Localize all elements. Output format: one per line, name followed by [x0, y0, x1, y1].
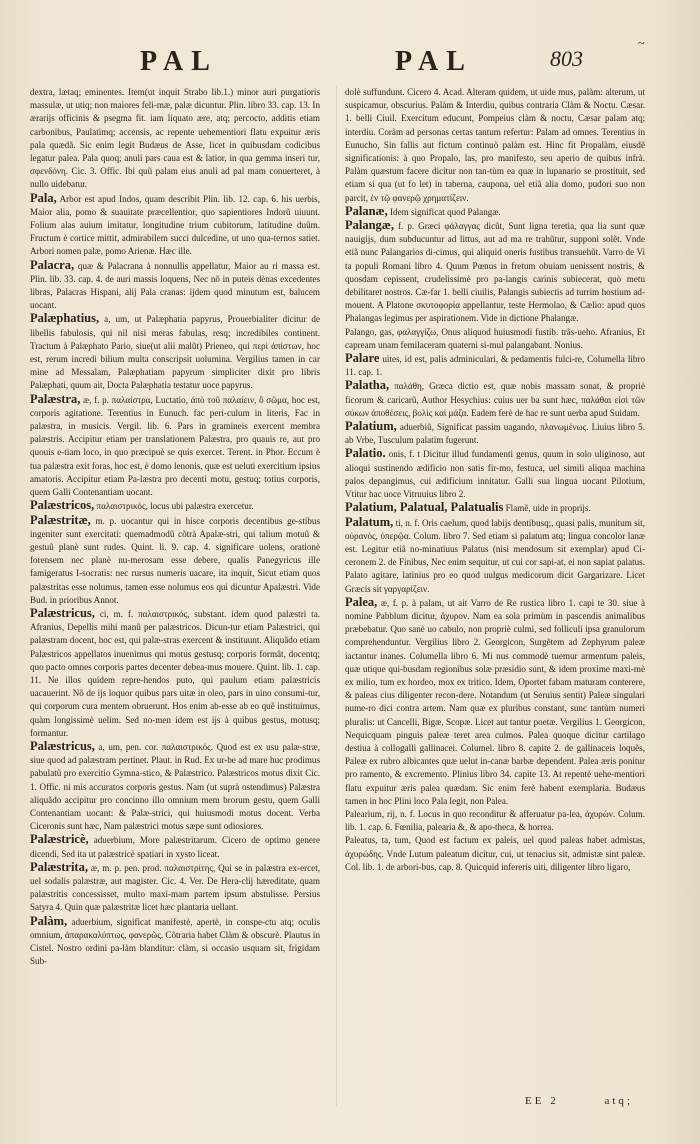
entry-text: ci, m. f. παλαιστρικός, substant. idem quod palæstri ta. Afranius, Depellis mihi manũ per palæstricos. Dicun-tur etiam Palæstrici, qui palæstram docent, hoc est, qui palæ-stras exercent & instituunt. Aliquãdo etiam Palæstricos appellatos inuenimus qui motus gestusq; corporis formât, docentq; quo pacto omnes corporis partes decenter debea-mus mouere. Quint. lib. 1. cap. 11. Ne illos quidem repre-hendos puto, qui paulum etiam palæstricis uacauerint. Nõ de ijs loquor quibus pars uitæ in oleo, pars in uino consumi-tur, qui corporum cura mentem obruerunt. Hos enim ab-esse ab eo quẽ instituimus, quàm longissimè uelim. Sed no-men idem est ijs à quibus gestus, motusq; formantur. — [30, 608, 321, 738]
dictionary-entry — [30, 86, 320, 192]
signature-text: EE 2 — [525, 1095, 559, 1107]
entry-headword: Palea, — [345, 594, 378, 609]
entry-headword: Palatha, — [345, 378, 390, 393]
left-column — [30, 86, 320, 968]
entry-text: Flamẽ, uide in proprijs. — [505, 503, 591, 514]
entry-text: παλαιστρικός, locus ubi palæstra exercetur. — [96, 501, 254, 512]
entry-text: aduerbiũ, Significat passim uagando, πλανωμένως. Liuius libro 5. ab Vrbe, Tusculum palatim fugerunt. — [345, 422, 645, 446]
dictionary-entry — [30, 499, 320, 513]
entry-text: æ, f. p. παλαίστρα, Luctatio, ἀπὸ τοῦ παλαίειν, ὃ σῶμα, hoc est, corporis agitatione. Terentius in Eunuch. fac peri-culum in literis, Fac in palæstra, in musicis. Vergil. lib. 6. Pars in gramineis exercent membra palæstris. Accipitur etiam per translationem Palæstra, pro quauis re, aut pro quouis e-tiam loco, in quo præcipuè se quis exercet. Terent. in Phor. Eccum è tua palæstra exit foras, hoc est, è domo lenonis, quæ est ueluti exercitium ipsius amatoris. Accipitur etiam Pa-læstra pro decenti motu, gestuq; totius corporis, quem Galli Contenantiam uocant. — [30, 394, 320, 498]
entry-text: æ, m. p. pen. prod. παλαιστρίτης, Qui se in palæstra ex-ercet, uel sodalis palæstræ, aut magister. Cic. 4. Ver. De Hera-clij hæreditate, quam palæstritis concessisset, multo maxi-mam partem ipsum abstulisse. Persius Satyra 4. Quin quæ palæstritæ licet hæc plantaria uellant. — [30, 862, 321, 913]
entry-headword: Palæstricè, — [30, 832, 89, 847]
dictionary-entry — [345, 501, 645, 515]
dictionary-entry — [30, 312, 320, 392]
header-right-word: PAL — [395, 46, 473, 77]
right-column — [345, 86, 645, 874]
entry-headword: Palàm, — [30, 913, 68, 928]
signature-mark — [525, 1095, 633, 1107]
entry-headword: Palæstricos, — [30, 498, 95, 513]
entry-text: Idem significat quod Palangæ. — [390, 206, 501, 217]
entry-headword: Palanæ, — [345, 203, 388, 218]
entry-text: Palearium, rij, n. f. Locus in quo reconditur & afferuatur pa-lea, ἀχυρών. Colum. lib. 1. cap. 6. Fœnilia, palearia &, & apo-theca, & horrea. — [345, 808, 645, 833]
entry-text: Palango, gas, φαλαγγίζω, Onus aliquod huiusmodi fustib. trãs-ueho. Afranius, Et capream unam femilaceram quaterni si-mul palangabant. Nonius. — [345, 326, 645, 350]
entry-headword: Palæstritæ, — [30, 512, 91, 527]
entry-headword: Palangæ, — [345, 218, 394, 233]
entry-headword: Palæstrita, — [30, 859, 88, 874]
header-left-word: PAL — [140, 46, 218, 77]
dictionary-entry — [345, 205, 645, 219]
entry-text: παλάθη, Græca dictio est, quæ nobis massam sonat, & propriè ficorum & caricarũ, Author Hesychius: cuius uer ba sunt hæc, παλάθαι εἰσὶ τῶν σύκων ἀποθέσεις, βολὶς καὶ μάζα. Eadem ferè de hac re sunt uerba apud Suidam. — [345, 381, 645, 418]
entry-headword: Palæstricus, — [30, 605, 95, 620]
dictionary-entry — [345, 352, 645, 379]
dictionary-entry — [345, 219, 645, 326]
dictionary-entry — [345, 596, 645, 808]
dictionary-entry — [30, 833, 320, 860]
dictionary-entry — [30, 514, 320, 607]
dictionary-entry — [30, 915, 320, 969]
dictionary-entry — [345, 326, 645, 352]
dictionary-entry — [345, 834, 645, 874]
entry-headword: Palare — [345, 351, 380, 366]
entry-headword: Palacra, — [30, 257, 75, 272]
entry-text: Arbor est apud Indos, quam describit Plin. lib. 12. cap. 6. his uerbis, Maior alia, pomo & suauitate præcellentior, quo sapientiores Indorũ uiuunt. Folium alas auium imitatur, longitudine trium cubitorum, latitudine duũm. Fructum è cortice mittit, admirabilem succi dulcedine, ut uno qua-ternos satiet. Arbori nomen palæ, pomo Arienæ. Hæc ille. — [30, 193, 320, 257]
dictionary-entry — [345, 447, 645, 501]
entry-headword: Palæstra, — [30, 391, 81, 406]
entry-text: a, um, ut Palæphatia papyrus, Prouerbialiter dicitur de libellis fabulosis, qui nil nisi meras fabulas, resq; incredibiles continent. Tractum à Palæphato Pario, siue(ut alii malũt) Prieneo, qui περὶ ἀπίστων, hoc est, rerum incredi bilium multa conscripsit uolumina. Vergilius tamen in car mine ad Messalam, Palæphatiam papyrum simpliciter dixit pro libris Palæphati, quum ait, Docta Palæphatia testatur uoce papyrus. — [30, 314, 320, 391]
catchword: atq; — [604, 1095, 633, 1107]
dictionary-entry — [30, 740, 320, 833]
entry-text: uites, id est, palis adminiculari, & pedamentis fulci-re, Columella libro 11. cap. 1. — [345, 354, 646, 378]
entry-text: m. p. uocantur qui in hisce corporis decentibus ge-stibus ingeniter sunt exercitati: quemadmodũ cõtrà Apalæ-stri, qui talium motuũ & gestuũ planè sunt rudes. Quint. li. 9. cap. 4. significare uolens, orationè forensem nec planè nu-merosam esse debere, qualis Panegyricus ille famigeratus I-socratis: nec rursus numeris uacare, ita inquit, Sicut etiam quos palæstritas esse nolumus, tamen esse nolumus eos qui dicuntur Apalæstri. Vide Bud. in prioribus Annot. — [30, 515, 320, 605]
entry-headword: Palatium, Palatual, Palatualis — [345, 500, 504, 515]
dictionary-entry — [345, 516, 645, 596]
entry-text: ti, n. f. Oris caelum, quod labijs dentibusq;, quasi palis, munitum sit, οὐρανὸς, ὑπερῷα. Colum. libro 7. Sed etiam si palatum atq; lingua concolor lanæ est. Legitur etiã no-minatiuus Palatus (nisi mendosum sit exemplar) apud Ci-ceronem 2. de Finibus, Nec enim sequitur, ut cui cor sapi-at, ei non sapiat palatus. Palato agitare, latinius pro eo quod uulgus medicorum dicit Gargarizare. Licet Græcis sit γαργαρίζειν. — [345, 517, 645, 594]
dictionary-entry — [345, 808, 645, 834]
entry-text: aduerbium, More palæstritarum. Cicero de optimo genere dicendi, Sed ita ut palæstricè spatiari in xysto liceat. — [30, 835, 320, 859]
running-header — [0, 30, 700, 90]
entry-headword: Pala, — [30, 190, 57, 205]
column-gutter — [336, 86, 337, 1106]
entry-headword: Palæphatius, — [30, 311, 100, 326]
entry-text: aduerbium, significat manifestè, apertè, in conspe-ctu atq; oculis omnium, ἀπαρακαλύπτως, φανερῶς. Cõtraria habet Clàm & obscurè. Plautus in Cistel. Nostro ordini pa-làm blanditur: clàm, si occasio usquam sit, frigidam Sub- — [30, 916, 321, 967]
dictionary-entry — [345, 86, 645, 205]
dictionary-entry — [345, 420, 645, 447]
entry-text: a, um, pen. cor. παλαιστρικός. Quod est ex usu palæ-stræ, siue quod ad palæstram pertinet. Plaut. in Rud. Ex ur-be ad mare huc prodimus pabulatũ pro exercitio Gymna-stico, & Palæstrico. Palæstricos motus dixit Cic. 1. Offic. ni mis accuratos corporis gestus. Nam (ut suprà ostendimus) Palæstra aliquãdo accipitur pro concinno illo omnium mem brorum gestu, quem Galli Contenantiam uocant: & Palæ-strici, qui huiusmodi motus docent. Verba Ciceronis sunt hæc, Nam palæstrici motus sæpe sunt odiosiores. — [30, 741, 320, 832]
dictionary-entry — [30, 259, 320, 313]
entry-headword: Palatium, — [345, 419, 397, 434]
entry-text: æ, f. p. à palam, ut ait Varro de Re rustica libro 1. capi te 30. siue à nomine Pabblum dicitur, ἄχυρον. Nam ea sola primùm in pascendis animalibus præbebatur. Quo sanè uo cabulo, non propriè culmi, sed folliculi ipsa granulorum comprehenduntur. Vergilius libro 2. Georgicon, Surgẽtem ad Zephyrum paleæ iactantur inanes. Columella libro 6. Mi nus commodè tuemur armentum paleis, quæ utique qui-busdam regionibus solæ præsidio sunt, & idem proxime maxi-mè ex milio, tum ex hordeo, mox ex tritico. Idem, Oportet fabam maturam conterere, & paleas cius diligenter recon-dere. Notandum (ut Seruius sentit) Paleæ singulari nume-ro dici contra artem. Nam quæ ex pluribus constant, sunc tantùm numeri pluralis: ut Cancelli, Bigæ, Scopæ. Licet aut tantur poetæ. Vergilius 1. Georgicon, Nequicquam pinguis paleæ teret area culmos. Palea quoque dicitur cartilago destiua à collogalli gallinacei. Columel. libro 8. capite 2. de gallinaceis loquẽs, Paleæ ex rubro albicantes quæ uelut in-canæ barbæ dependent. Palea æris ponitur pro ramento, & excremento. Plinius libro 34. capite 13. At repentè uehe-mentiori flatu expuitur æris palea quædam. Sic enim ferè habent exemplaria. Budæus tamen in hoc Plini loco Pala legit, non Palea. — [345, 597, 645, 806]
entry-text: dextra, lætaq; eminentes. Item(ut inquit Strabo lib.1.) minor auri purgatioris massulæ, ut utiq; non maiores feli-mæ, palæ dicuntur. Plin. libro 33. cap. 13. In ærarijs officinis & psegma fit. iam liquato ære, atq; percocto, additis etiam carbonibus, Paulatimq; accensis, ac repente uehementiori flatu expuitur æris pala quædã. Sic enim legit Budæus de Asse, licet in quibusdam codicibus legatur palea. Pala quoq; anuli pars caua est & latior, in qua gemma inseri tur, σφενδόνη. Cic. 3. Offic. Ibi quũ palam eius anuli ad pal mam conuerteret, à nullo uidebatur. — [30, 87, 320, 190]
entry-text: onis, f. t Dicitur illud fundamenti genus, quum in solo uliginoso, aut alioqui sustinendo ædificio non satis fir-mo, festuca, uel simili aliqua machina palos depangimus, cui ædificium innitatur. Galli sua lingua uocant Pilotium, Vtitur hac uoce Vitruuius libro 2. — [345, 449, 645, 500]
corner-mark: ~ — [638, 36, 645, 50]
dictionary-entry — [345, 379, 645, 420]
page-number: 803 — [550, 46, 583, 71]
dictionary-entry — [30, 192, 320, 259]
entry-headword: Palatum, — [345, 514, 394, 529]
entry-text: quæ & Palacrana à nonnullis appellatur, Maior au ri massa est. Plin. lib. 33. cap. 4. de auri massis loquens, Nec nõ in puteis dènas excedentes libras, Palacras Hispani, alij Pala cranas: ijdem quod minutum est, balucem uocant. — [30, 260, 320, 311]
dictionary-entry — [30, 607, 320, 740]
entry-text: dolè suffundunt. Cicero 4. Acad. Alteram quidem, ut uide mus, palàm: alterum, ut suspicamur, obscurius. Palàm & Interdiu, quibus contraria Clàm & Noctu. Cæsar. 1. belli Ciuil. Exercitum educunt, Pompeius clàm & noctu, Cæsar palam atq; interdiu. Coràm ad personas certas tantum refertur: Palam ad omnes. Terentius in Eunucho, Sin fallis aut fictum continuò palàm est. Hinc fit Propalàm, eiusdẽ significationis: à quo Propalo, las, pro manifesto, seu aperio de quibus infrà. Palàm quæstum facere dicitur non tan-tùm ea quæ in lupanario se prostituit, sed etiam si qua (ut fo let) in taberna, caupona, uel etiã alia domo, pudori suo non parcit, ἐν τῷ φανερῷ χρηματίζειν. — [345, 87, 645, 203]
entry-headword: Palatio. — [345, 446, 386, 461]
entry-text: Paleatus, ta, tum, Quod est factum ex paleis, uel quod paleas habet admistas, ἀχυρώδης. Vnde Lutum paleatum dicitur, cui, ut tenacius sit, admistæ sint paleæ. Col. lib. 1. de arbori-bus, cap. 8. Quicquid infereris uiti, diligenter libro ligaro, — [345, 835, 645, 872]
dictionary-entry — [30, 861, 320, 915]
dictionary-entry — [30, 393, 320, 500]
entry-headword: Palæstricus, — [30, 738, 95, 753]
entry-text: f. p. Græci φάλαγγας dicũt, Sunt ligna teretia, qua lia sunt quæ nauigijs, dum subducuntur ad littus, aut ad ma re trahũtur, supponi solẽt. Vnde etiã nunc Palangarios di-cimus, qui aliquid oneris fustibus transuehũt. Varro de Vi ta populi Romani libro 4. Quum Pœnus in fretum obuiam uenissent nostris, & quosdam cepissent, crudelissimè pro pa-langis carinis subiecerat, quò metu debilitaret nostros. Cæ-far 1. belli ciuilis, Palangis subiectis ad turrim hostium ad-mouent. A Platone σκυτοφορία appellantur, teste Hermolao, & Cælio: apud quos Phalangas legimus per aspirationem. Vide in dictione Phalangæ. — [345, 221, 645, 324]
